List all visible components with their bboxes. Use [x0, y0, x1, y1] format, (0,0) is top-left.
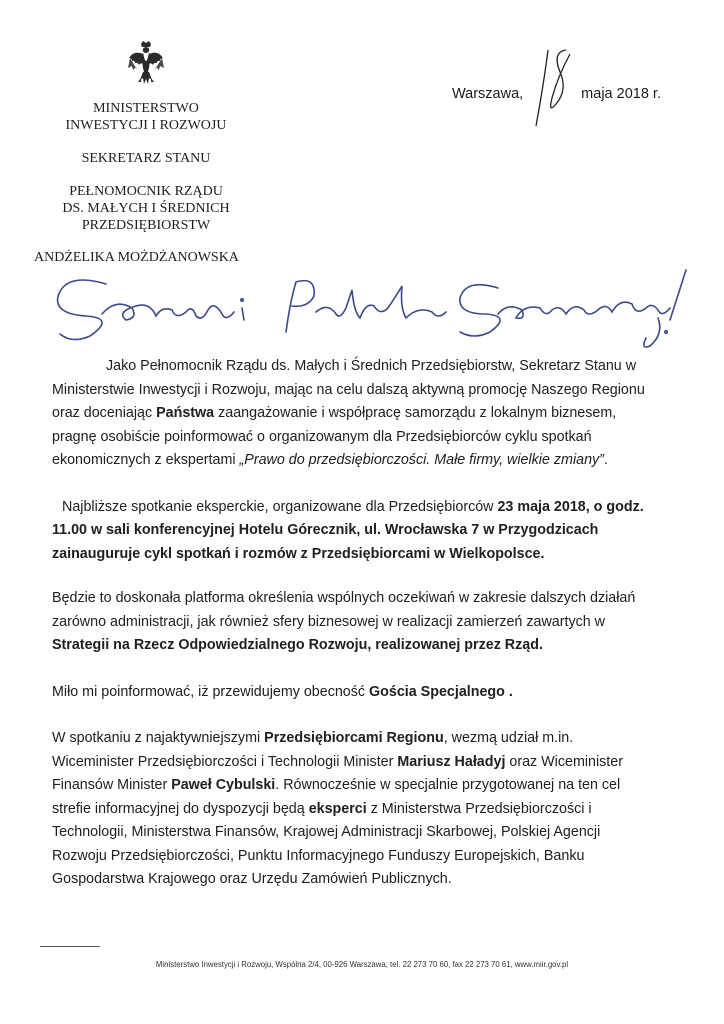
text-run: oraz doceniając [52, 405, 157, 421]
ministry-line-2: INWESTYCJI I ROZWOJU [65, 118, 227, 133]
text-run: . Równocześnie w specjalnie przygotowanej na ten cel [275, 777, 621, 793]
signatory-name: ANDŻELIKA MOŻDŻANOWSKA [34, 250, 239, 265]
role-line-2: DS. MAŁYCH I ŚREDNICH [62, 201, 230, 216]
letterhead [30, 40, 262, 234]
paragraph-intro [52, 355, 692, 473]
handwritten-day-18 [526, 42, 576, 132]
text-line [62, 496, 692, 520]
text-run: Wiceminister Przedsiębiorczości i Technologii Minister [52, 753, 398, 770]
date-rest: maja 2018 r. [581, 86, 661, 102]
text-run: Finansów Minister [52, 777, 172, 793]
role-line-3: PRZEDSIĘBIORSTW [81, 218, 211, 233]
role-line-1: PEŁNOMOCNIK RZĄDU [69, 184, 223, 199]
text-line: pragnę osobiście poinformować o organizowanym dla Przedsiębiorców cyklu spotkań [52, 428, 592, 445]
event-series-title: „Prawo do przedsiębiorczości. Małe firmy, wielkie zmiany” [239, 452, 604, 468]
text-run: oraz Wiceminister [505, 753, 623, 770]
text-line [52, 798, 692, 822]
emphasis-pastwa: Państwa [156, 405, 215, 421]
ministry-line-1: MINISTERSTWO [93, 101, 199, 116]
text-line: Jako Pełnomocnik Rządu ds. Małych i Średnich Przedsiębiorstw, Sekretarz Stanu w [106, 358, 637, 374]
secretary-title: SEKRETARZ STANU [81, 151, 211, 166]
strategy-name: Strategii na Rzecz Odpowiedzialnego Rozwoju, realizowanej przez Rząd. [52, 637, 543, 653]
handwritten-salutation [46, 262, 696, 352]
meeting-purpose: zainauguruje cykl spotkań i rozmów z Przedsiębiorcami w Wielkopolsce. [52, 545, 545, 562]
meeting-venue: 11.00 w sali konferencyjnej Hotelu Górecznik, ul. Wrocławska 7 w Przygodzicach [52, 522, 599, 538]
text-run: strefie informacyjnej do dyspozycji będą [52, 800, 309, 817]
text-line [52, 774, 692, 798]
footer-address: Ministerstwo Inwestycji i Rozwoju, Wspólna 2/4, 00-926 Warszawa; tel. 22 273 70 60, fax 22 273 70 61, www.miir.gov.pl [155, 960, 569, 969]
text-line [52, 727, 692, 751]
paragraph-participants [52, 727, 692, 892]
plenipotentiary-title [30, 183, 262, 234]
letter-body [52, 355, 692, 892]
text-line: Rozwoju Przedsiębiorczości, Punktu Informacyjnego Funduszy Europejskich, Banku [52, 847, 585, 864]
emphasis-experts: eksperci [308, 800, 367, 817]
text-run: z Ministerstwa Przedsiębiorczości i [366, 800, 592, 817]
special-guest: Gościa Specjalnego . [369, 683, 513, 700]
participant-haladyj: Mariusz Haładyj [397, 753, 506, 770]
text-line: zarówno administracji, jak również sfery biznesowej w realizacji zamierzeń zawartych w [52, 613, 606, 630]
ministry-name [30, 100, 262, 134]
text-line [0, 449, 692, 473]
paragraph-platform [52, 587, 692, 658]
meeting-date: 23 maja 2018, o godz. [497, 498, 644, 515]
text-run: , wezmą udział m.in. [443, 730, 574, 746]
emphasis-regional-entrepreneurs: Przedsiębiorcami Regionu [264, 730, 444, 746]
text-run: . [603, 452, 608, 468]
text-line [52, 751, 692, 775]
date-place: Warszawa, [452, 86, 524, 102]
text-line: Technologii, Ministerstwa Finansów, Krajowej Administracji Skarbowej, Polskiej Agencji [52, 824, 601, 840]
text-run: zaangażowanie i współpracę samorządu z lokalnym biznesem, [214, 405, 617, 421]
text-line: Gospodarstwa Krajowego oraz Urzędu Zamówień Publicznych. [52, 871, 452, 887]
text-run: Miło mi poinformować, iż przewidujemy obecność [52, 683, 370, 700]
text-line [0, 402, 692, 426]
participant-cybulski: Paweł Cybulski [171, 777, 276, 793]
paragraph-guest [52, 681, 692, 705]
text-line: Będzie to doskonała platforma określenia wspólnych oczekiwań w zakresie dalszych działań [52, 590, 636, 606]
footer-divider [40, 946, 100, 947]
paragraph-meeting [52, 496, 692, 567]
text-run: Najbliższe spotkanie eksperckie, organizowane dla Przedsiębiorców [62, 498, 498, 515]
text-run: W spotkaniu z najaktywniejszymi [52, 730, 265, 746]
text-line: Ministerstwie Inwestycji i Rozwoju, mając na celu dalszą aktywną promocję Naszego Regionu [52, 381, 645, 398]
polish-eagle-emblem-icon [126, 40, 166, 90]
text-run: ekonomicznych z ekspertami [52, 452, 240, 468]
